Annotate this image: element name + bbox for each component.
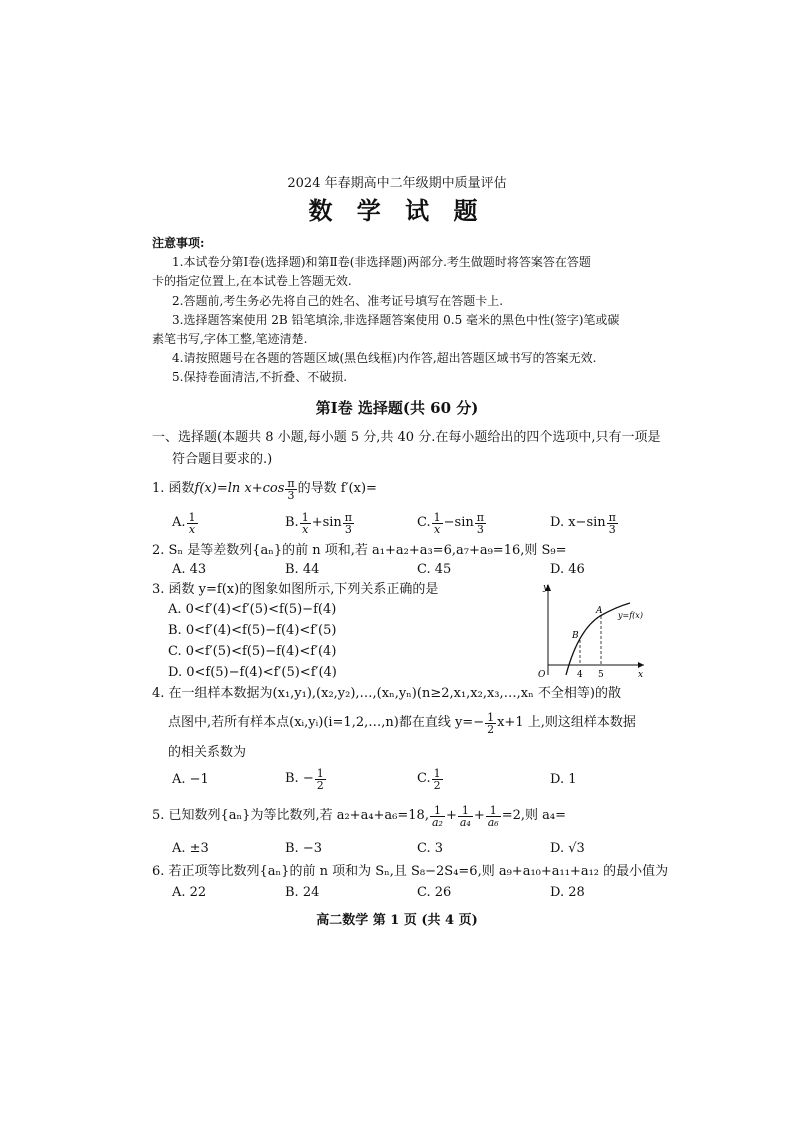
q1-a-num: 1 bbox=[188, 510, 196, 524]
graph-origin: O bbox=[538, 670, 546, 680]
q5-fraction-1 bbox=[430, 805, 445, 828]
q3-function-graph bbox=[528, 580, 648, 680]
q1-fraction bbox=[285, 478, 296, 501]
q4-c-den: 2 bbox=[433, 778, 441, 792]
q1-c-den: x bbox=[434, 522, 441, 536]
subject-title: 数 学 试 题 bbox=[308, 196, 486, 225]
q1-option-b bbox=[285, 510, 355, 536]
question-4-line-2 bbox=[168, 711, 636, 735]
x-axis-arrow bbox=[638, 662, 644, 668]
q4-b-den: 2 bbox=[316, 778, 324, 792]
question-6-stem: 6. 若正项等比数列{aₙ}的前 n 项和为 Sₙ,且 S₈−2S₄=6,则 a₉+a₁₀+a₁₁+a₁₂ 的最小值为 bbox=[152, 864, 669, 879]
q4-c-fraction bbox=[432, 768, 443, 791]
q5-option-b: B. −3 bbox=[285, 841, 322, 856]
q1-b-label: B. bbox=[285, 515, 299, 530]
q5-f2-den: a₄ bbox=[459, 815, 471, 829]
q4-option-c bbox=[417, 766, 444, 792]
question-1-stem bbox=[152, 476, 377, 502]
q1-c-three: 3 bbox=[476, 522, 484, 536]
q5-option-a: A. ±3 bbox=[172, 841, 209, 856]
q1-b-tail: +sin bbox=[311, 515, 342, 530]
q1-c-num: 1 bbox=[433, 510, 441, 524]
q1-d-text: D. x−sin bbox=[550, 515, 606, 530]
q4-c-num: 1 bbox=[433, 766, 441, 780]
q5-f1-den: a₂ bbox=[431, 815, 443, 829]
graph-curve-label: y=f(x) bbox=[618, 611, 643, 620]
q5-f2-num: 1 bbox=[458, 805, 473, 817]
q5-f1-num: 1 bbox=[430, 805, 445, 817]
q1-function: f(x)=ln x+cos bbox=[194, 481, 285, 496]
q4-b-num: 1 bbox=[316, 766, 324, 780]
q4-line2-num: 1 bbox=[487, 710, 495, 724]
q3-option-d: D. 0<f(5)−f(4)<f′(5)<f′(4) bbox=[168, 665, 337, 680]
question-4-line-1: 4. 在一组样本数据为(x₁,y₁),(x₂,y₂),…,(xₙ,yₙ)(n≥2,x₁,x₂,x₃,…,xₙ 不全相等)的散 bbox=[152, 686, 621, 701]
q5-plus-2: + bbox=[473, 808, 485, 823]
note-line-4: 3.选择题答案使用 2B 铅笔填涂,非选择题答案使用 0.5 毫米的黑色中性(签字)笔或碳 bbox=[172, 313, 620, 327]
q1-c-fraction bbox=[432, 512, 443, 535]
note-line-1: 1.本试卷分第Ⅰ卷(选择题)和第Ⅱ卷(非选择题)两部分.考生做题时将答案答在答题 bbox=[172, 255, 591, 269]
section-title: 第Ⅰ卷 选择题(共 60 分) bbox=[315, 399, 479, 417]
q1-c-label: C. bbox=[417, 515, 431, 530]
q1-c-tail: −sin bbox=[443, 515, 474, 530]
q1-option-a bbox=[172, 510, 199, 536]
q6-option-c: C. 26 bbox=[417, 885, 452, 900]
note-line-2: 卡的指定位置上,在本试卷上答题无效. bbox=[152, 274, 352, 288]
q4-line2-den: 2 bbox=[487, 722, 495, 736]
q1-b-pi-fraction bbox=[343, 512, 354, 535]
q5-option-d: D. √3 bbox=[550, 841, 585, 856]
q1-b-num: 1 bbox=[301, 510, 309, 524]
page-footer: 高二数学 第 1 页 (共 4 页) bbox=[316, 913, 478, 928]
q6-option-b: B. 24 bbox=[285, 885, 320, 900]
q1-d-pi-fraction bbox=[607, 512, 618, 535]
graph-point-b: B bbox=[572, 631, 579, 641]
q6-option-d: D. 28 bbox=[550, 885, 585, 900]
note-line-7: 5.保持卷面清洁,不折叠、不破损. bbox=[172, 370, 348, 384]
q5-fraction-2 bbox=[458, 805, 473, 828]
q4-b-fraction bbox=[315, 768, 326, 791]
notes-heading: 注意事项: bbox=[152, 236, 205, 250]
q1-c-pi-fraction bbox=[475, 512, 486, 535]
q1-b-three: 3 bbox=[344, 522, 352, 536]
q4-line2-fraction bbox=[485, 712, 496, 735]
q6-option-a: A. 22 bbox=[172, 885, 207, 900]
q1-b-fraction bbox=[300, 512, 311, 535]
q4-option-d: D. 1 bbox=[550, 772, 577, 787]
q1-a-den: x bbox=[188, 522, 196, 536]
graph-x-label: x bbox=[638, 670, 644, 680]
question-3-stem: 3. 函数 y=f(x)的图象如图所示,下列关系正确的是 bbox=[152, 582, 439, 597]
q4-option-b bbox=[285, 766, 327, 792]
q3-option-b: B. 0<f′(4)<f(5)−f(4)<f′(5) bbox=[168, 623, 337, 638]
q5-plus-1: + bbox=[445, 808, 457, 823]
q1-stem-prefix: 1. 函数 bbox=[152, 481, 195, 496]
q5-f3-den: a₆ bbox=[487, 815, 499, 829]
q2-option-c: C. 45 bbox=[417, 562, 452, 577]
question-5-stem bbox=[152, 803, 566, 829]
q5-fraction-3 bbox=[486, 805, 501, 828]
q3-option-a: A. 0<f′(4)<f′(5)<f(5)−f(4) bbox=[168, 602, 337, 617]
q1-frac-num: π bbox=[287, 476, 295, 490]
q4-line2-prefix: 点图中,若所有样本点(xᵢ,yᵢ)(i=1,2,…,n)都在直线 y=− bbox=[168, 715, 485, 730]
q1-frac-den: 3 bbox=[287, 488, 295, 502]
graph-y-label: y bbox=[543, 583, 549, 593]
q1-a-fraction bbox=[187, 512, 198, 535]
q4-line2-suffix: x+1 上,则这组样本数据 bbox=[497, 715, 636, 730]
q1-stem-suffix: 的导数 f′(x)= bbox=[297, 481, 377, 496]
q1-d-pi: π bbox=[608, 510, 616, 524]
q5-stem-suffix: =2,则 a₄= bbox=[501, 808, 566, 823]
graph-tick-4: 4 bbox=[577, 670, 583, 680]
q2-option-b: B. 44 bbox=[285, 562, 320, 577]
q3-option-c: C. 0<f′(5)<f(5)−f(4)<f′(4) bbox=[168, 644, 337, 659]
q5-f3-num: 1 bbox=[486, 805, 501, 817]
q4-c-label: C. bbox=[417, 771, 431, 786]
q5-stem-prefix: 5. 已知数列{aₙ}为等比数列,若 a₂+a₄+a₆=18, bbox=[152, 808, 429, 823]
q4-b-label: B. − bbox=[285, 771, 314, 786]
q1-a-label: A. bbox=[172, 515, 186, 530]
q1-b-pi: π bbox=[344, 510, 353, 524]
q1-b-den: x bbox=[302, 522, 309, 536]
note-line-6: 4.请按照题号在各题的答题区域(黑色线框)内作答,超出答题区域书写的答案无效. bbox=[172, 351, 597, 365]
q2-option-a: A. 43 bbox=[172, 562, 207, 577]
section-intro-line-1: 一、选择题(本题共 8 小题,每小题 5 分,共 40 分.在每小题给出的四个选项中,只有一项是 bbox=[152, 430, 661, 445]
question-4-line-3: 的相关系数为 bbox=[168, 745, 247, 760]
q1-option-c bbox=[417, 510, 487, 536]
q5-option-c: C. 3 bbox=[417, 841, 444, 856]
q4-option-a: A. −1 bbox=[172, 772, 209, 787]
question-2-stem: 2. Sₙ 是等差数列{aₙ}的前 n 项和,若 a₁+a₂+a₃=6,a₇+a₉=16,则 S₉= bbox=[152, 543, 567, 558]
graph-tick-5: 5 bbox=[598, 670, 604, 680]
exam-title: 2024 年春期高中二年级期中质量评估 bbox=[287, 176, 507, 191]
note-line-5: 素笔书写,字体工整,笔迹清楚. bbox=[152, 332, 308, 346]
q1-option-d bbox=[550, 510, 619, 536]
note-line-3: 2.答题前,考生务必先将自己的姓名、准考证号填写在答题卡上. bbox=[172, 294, 504, 308]
q1-d-three: 3 bbox=[608, 522, 616, 536]
section-intro-line-2: 符合题目要求的.) bbox=[172, 452, 273, 467]
q1-c-pi: π bbox=[476, 510, 484, 524]
q2-option-d: D. 46 bbox=[550, 562, 585, 577]
graph-point-a: A bbox=[596, 606, 603, 616]
